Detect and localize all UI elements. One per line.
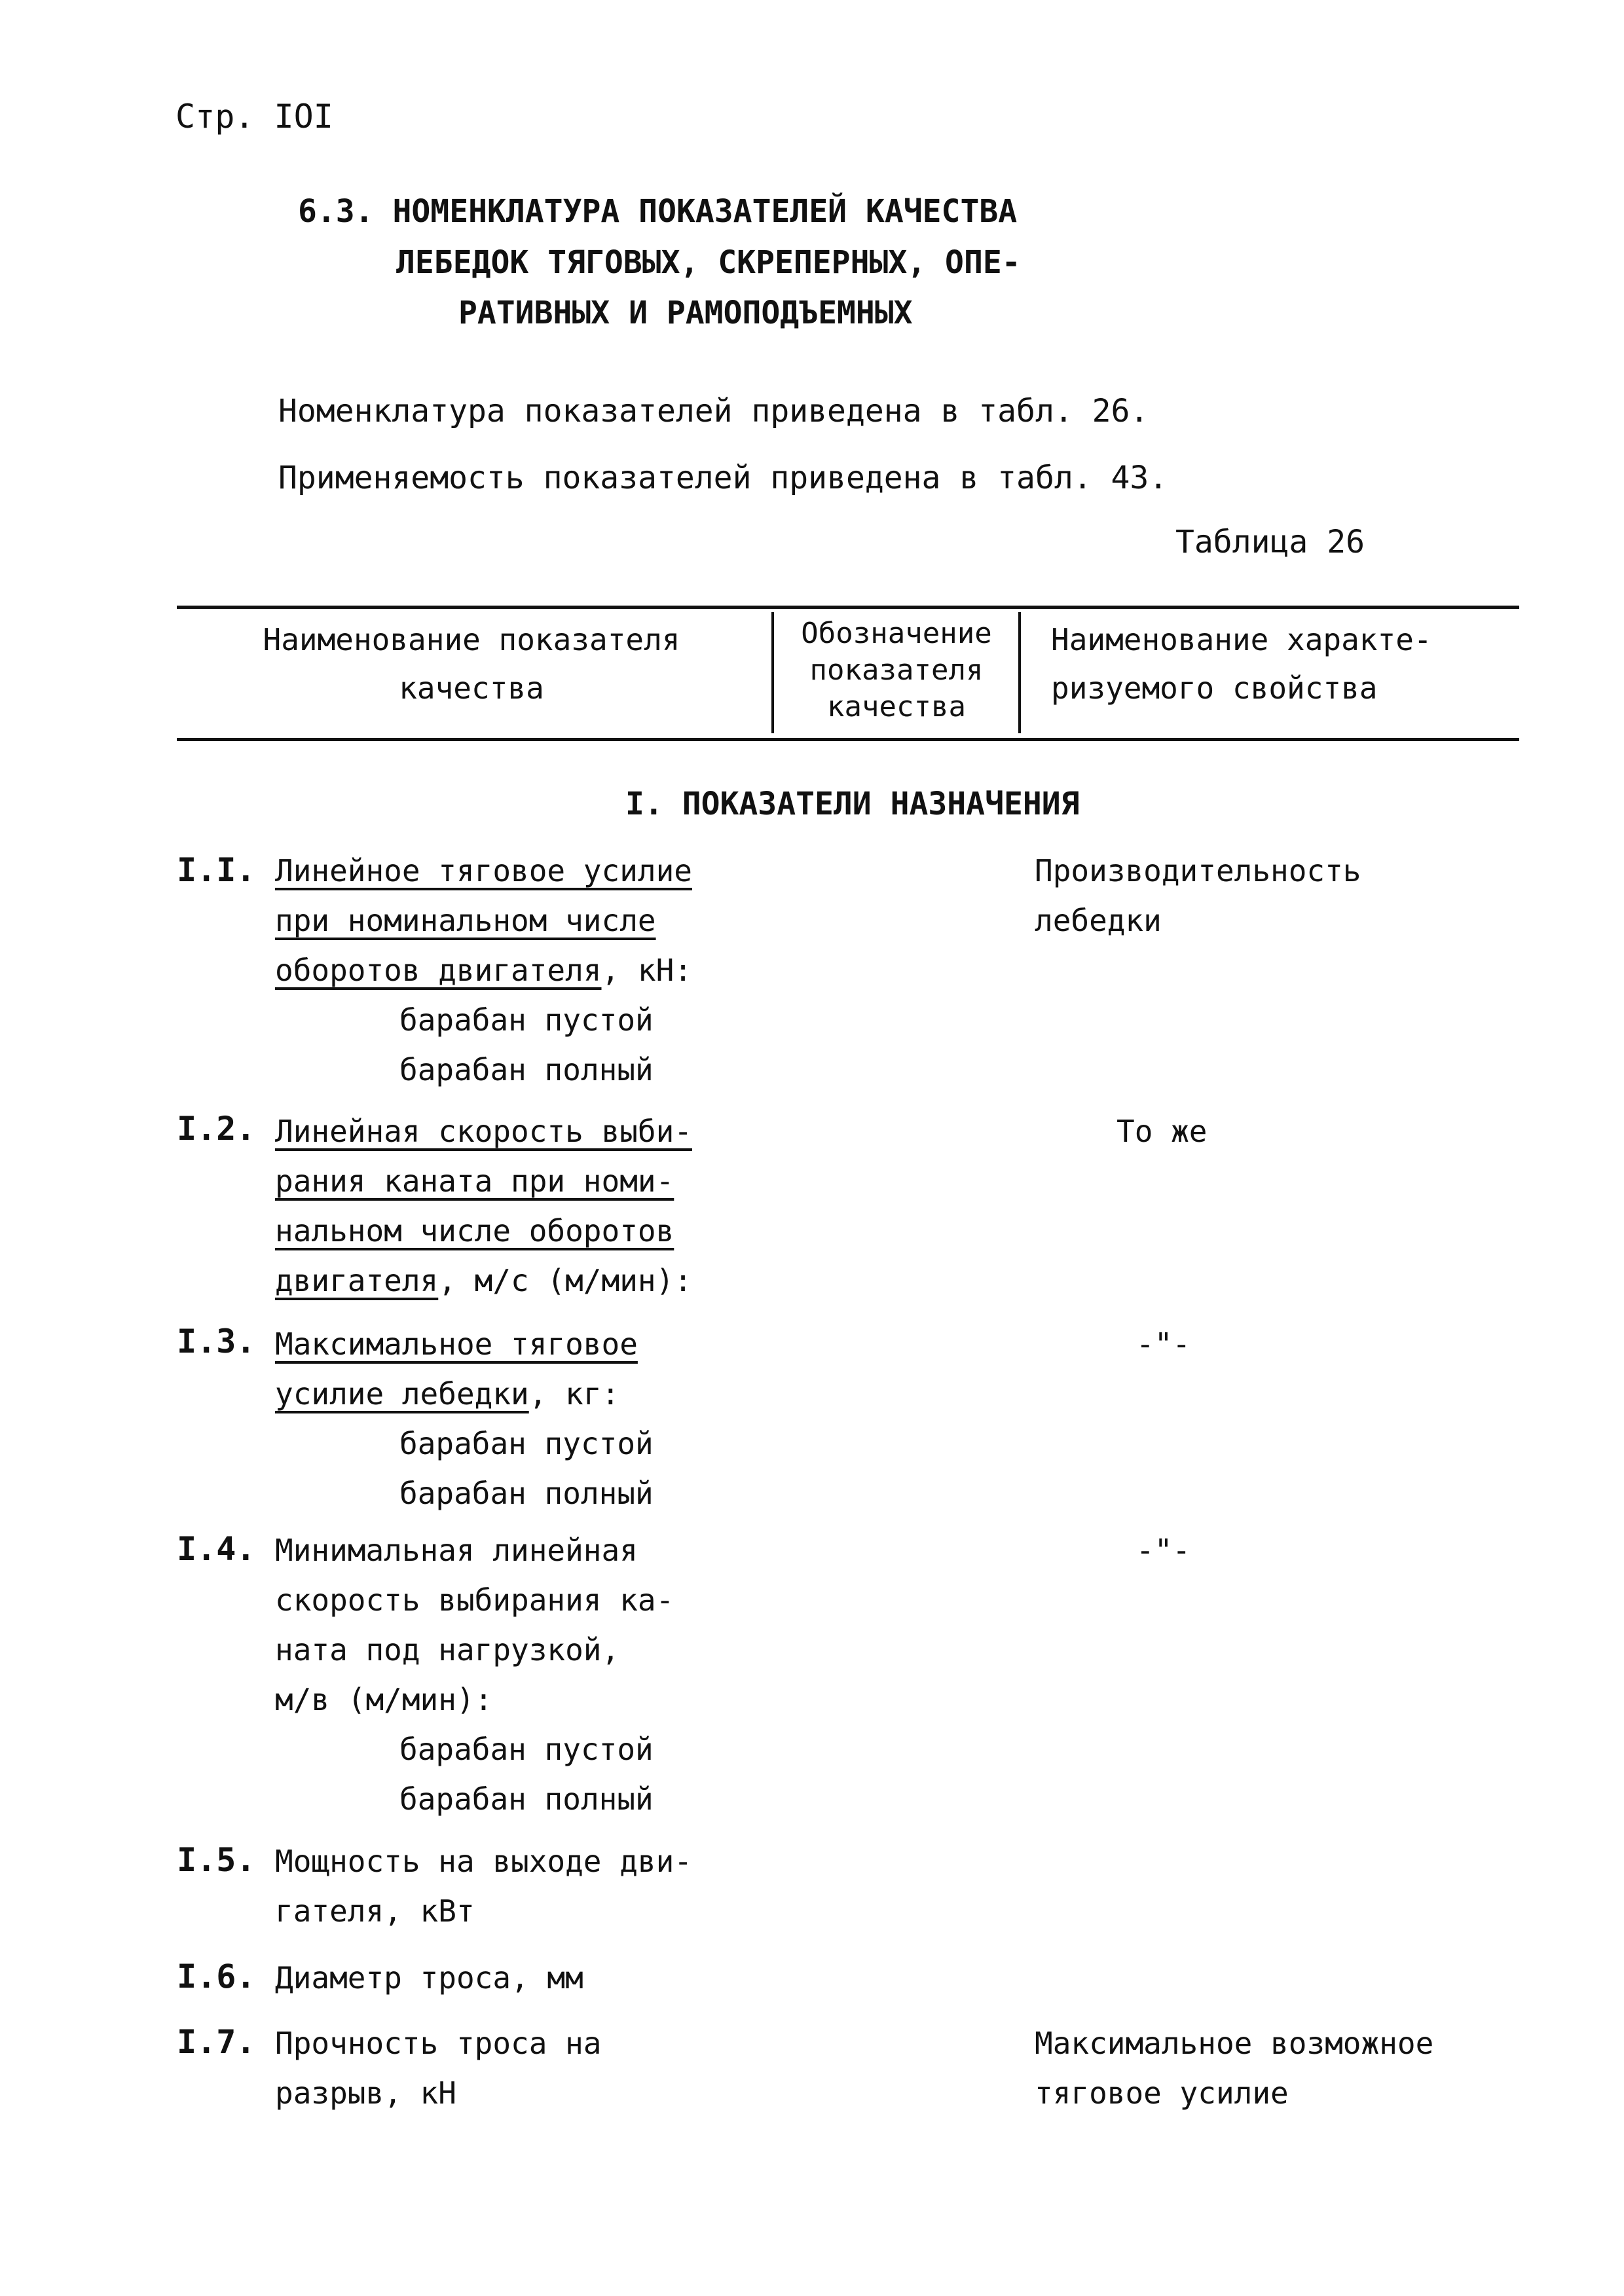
row-name-line: Максимальное тяговое	[275, 1326, 638, 1362]
row-name	[275, 1836, 692, 1936]
row-name-line: оборотов двигателя, кН:	[275, 953, 692, 988]
header-col-designation	[776, 615, 1017, 725]
row-name	[275, 1953, 583, 2003]
row-name-line: нальном числе оборотов	[275, 1213, 674, 1248]
row-sub-line: барабан полный	[399, 1476, 654, 1511]
row-property	[1136, 1525, 1190, 1575]
header-col-property	[1051, 615, 1432, 712]
row-name-line: при номинальном числе	[275, 903, 656, 938]
row-sub-line: барабан полный	[399, 1781, 654, 1817]
header-top-rule	[177, 606, 1519, 609]
header-divider-1	[771, 612, 774, 733]
row-sub-line: барабан пустой	[399, 1426, 654, 1461]
row-name	[275, 846, 692, 1095]
row-name-line: ната под нагрузкой,	[275, 1632, 620, 1667]
row-name-line: Линейное тяговое усилие	[275, 853, 692, 888]
row-name-line: Минимальная линейная	[275, 1533, 638, 1568]
header-col-property-line-1: Наименование характе-	[1051, 622, 1432, 657]
row-name-line: Прочность троса на	[275, 2026, 602, 2061]
row-property	[1116, 1106, 1207, 1156]
header-col-designation-line-3: качества	[827, 690, 966, 723]
row-number: I.4.	[177, 1530, 256, 1568]
row-sub-line: барабан пустой	[399, 1732, 654, 1767]
row-property-line: тяговое усилие	[1035, 2075, 1289, 2111]
row-name	[275, 2018, 602, 2118]
row-property-line: Производительность	[1035, 853, 1361, 888]
header-col-name-line-2: качества	[399, 670, 544, 706]
header-col-designation-line-1: Обозначение	[801, 617, 992, 650]
row-name-line: скорость выбирания ка-	[275, 1582, 674, 1618]
header-col-name	[177, 615, 766, 712]
header-bottom-rule	[177, 738, 1519, 741]
row-name	[275, 1106, 692, 1305]
intro-line-1: Номенклатура показателей приведена в табл. 26.	[278, 393, 1149, 429]
row-name-line: гателя, кВт	[275, 1893, 475, 1929]
header-col-designation-line-2: показателя	[809, 653, 984, 687]
row-name-line: двигателя, м/с (м/мин):	[275, 1263, 692, 1298]
row-property	[1035, 2018, 1433, 2118]
row-name-line: Линейная скорость выби-	[275, 1114, 692, 1149]
row-property-line: -"-	[1136, 1326, 1191, 1362]
row-name	[275, 1319, 654, 1518]
row-property	[1136, 1319, 1190, 1369]
row-name	[275, 1525, 674, 1824]
row-name-line: м/в (м/мин):	[275, 1682, 493, 1717]
row-property-line: -"-	[1136, 1533, 1191, 1568]
header-col-property-line-2: ризуемого свойства	[1051, 670, 1378, 706]
row-name-line: рания каната при номи-	[275, 1163, 674, 1199]
row-number: I.2.	[177, 1110, 256, 1148]
row-property	[1035, 846, 1361, 945]
row-number: I.3.	[177, 1322, 256, 1360]
section-title-line-1: 6.3. НОМЕНКЛАТУРА ПОКАЗАТЕЛЕЙ КАЧЕСТВА	[298, 193, 1018, 230]
section-title-line-3: РАТИВНЫХ И РАМОПОДЪЕМНЫХ	[458, 295, 913, 331]
row-sub-line: барабан пустой	[399, 1002, 654, 1038]
section-title-line-2: ЛЕБЕДОК ТЯГОВЫХ, СКРЕПЕРНЫХ, ОПЕ-	[396, 244, 1021, 281]
row-name-line: разрыв, кН	[275, 2075, 456, 2111]
row-name-line: Мощность на выходе дви-	[275, 1844, 692, 1879]
row-property-line: Максимальное возможное	[1035, 2026, 1434, 2061]
row-property-line: лебедки	[1035, 903, 1162, 938]
page-number: Стр. IOI	[175, 98, 333, 136]
row-number: I.5.	[177, 1841, 256, 1879]
header-col-name-line-1: Наименование показателя	[263, 622, 680, 657]
row-name-line: усилие лебедки, кг:	[275, 1376, 620, 1412]
row-name-line: Диаметр троса, мм	[275, 1960, 583, 1995]
group-title: I. ПОКАЗАТЕЛИ НАЗНАЧЕНИЯ	[625, 786, 1080, 822]
row-sub-line: барабан полный	[399, 1052, 654, 1087]
row-property-line: То же	[1116, 1114, 1208, 1149]
table-caption: Таблица 26	[1175, 524, 1365, 560]
header-divider-2	[1018, 612, 1021, 733]
row-number: I.7.	[177, 2023, 256, 2061]
row-number: I.I.	[177, 851, 256, 889]
row-number: I.6.	[177, 1958, 256, 1995]
intro-line-2: Применяемость показателей приведена в табл. 43.	[278, 460, 1168, 496]
